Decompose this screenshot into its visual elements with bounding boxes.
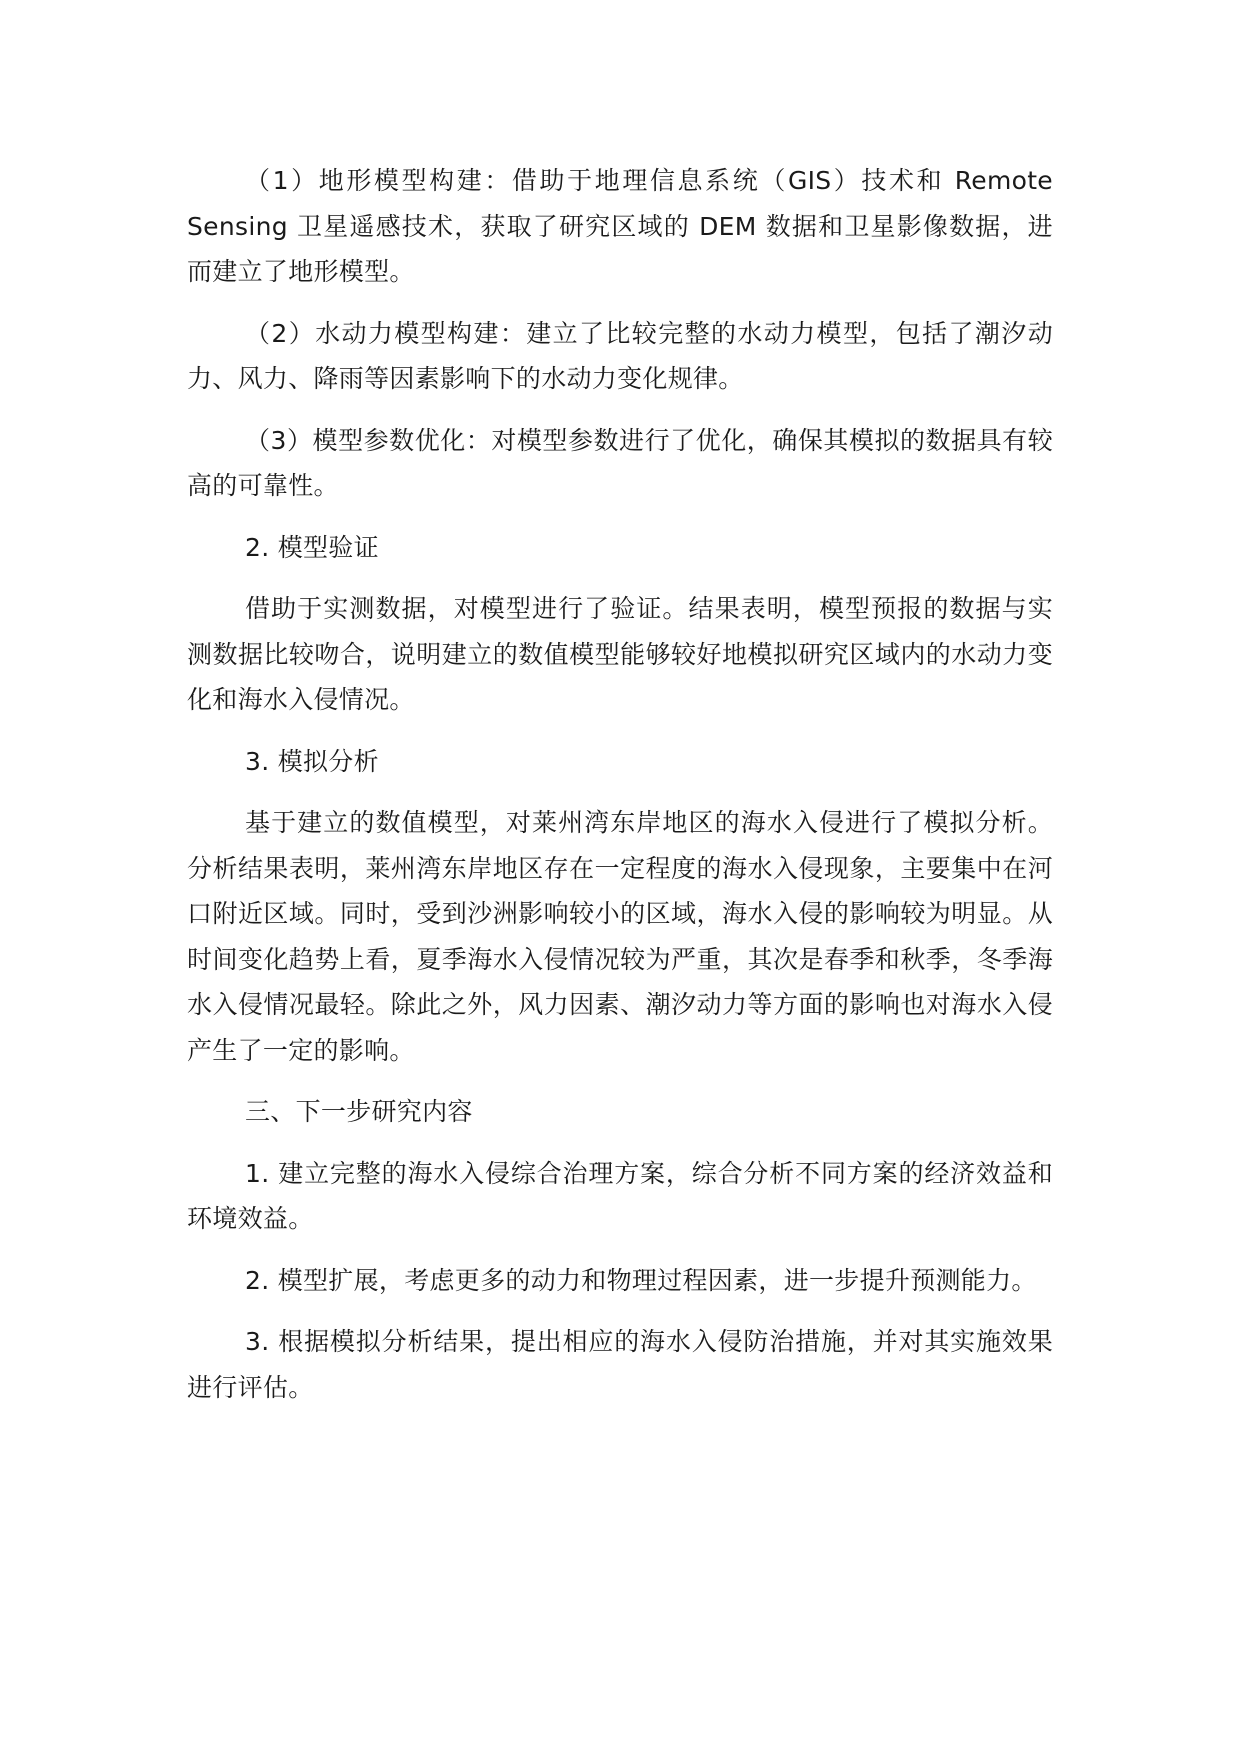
- document-page: [187, 158, 1053, 1426]
- paragraph-terrain-model: （1）地形模型构建：借助于地理信息系统（GIS）技术和 Remote Sensing 卫星遥感技术，获取了研究区域的 DEM 数据和卫星影像数据，进而建立了地形模型。: [187, 166, 1053, 286]
- paragraph-parameter-optimization: （3）模型参数优化：对模型参数进行了优化，确保其模拟的数据具有较高的可靠性。: [187, 425, 1053, 500]
- heading-model-validation: 2. 模型验证: [245, 532, 379, 562]
- paragraph-simulation-analysis: 基于建立的数值模型，对莱州湾东岸地区的海水入侵进行了模拟分析。分析结果表明，莱州湾东岸地区存在一定程度的海水入侵现象，主要集中在河口附近区域。同时，受到沙洲影响较小的区域，海水入侵的影响较为明显。从时间变化趋势上看，夏季海水入侵情况较为严重，其次是春季和秋季，冬季海水入侵情况最轻。除此之外，风力因素、潮汐动力等方面的影响也对海水入侵产生了一定的影响。: [187, 808, 1053, 1065]
- heading-next-research: 三、下一步研究内容: [245, 1097, 473, 1126]
- list-item-prevention-measures: 3. 根据模拟分析结果，提出相应的海水入侵防治措施，并对其实施效果进行评估。: [187, 1327, 1053, 1402]
- paragraph-model-validation: 借助于实测数据，对模型进行了验证。结果表明，模型预报的数据与实测数据比较吻合，说明建立的数值模型能够较好地模拟研究区域内的水动力变化和海水入侵情况。: [187, 594, 1053, 714]
- list-item-governance-plan: 1. 建立完整的海水入侵综合治理方案，综合分析不同方案的经济效益和环境效益。: [187, 1158, 1053, 1233]
- heading-simulation-analysis: 3. 模拟分析: [245, 746, 379, 776]
- list-item-model-extension: 2. 模型扩展，考虑更多的动力和物理过程因素，进一步提升预测能力。: [245, 1265, 1037, 1295]
- paragraph-hydrodynamic-model: （2）水动力模型构建：建立了比较完整的水动力模型，包括了潮汐动力、风力、降雨等因素影响下的水动力变化规律。: [187, 318, 1053, 393]
